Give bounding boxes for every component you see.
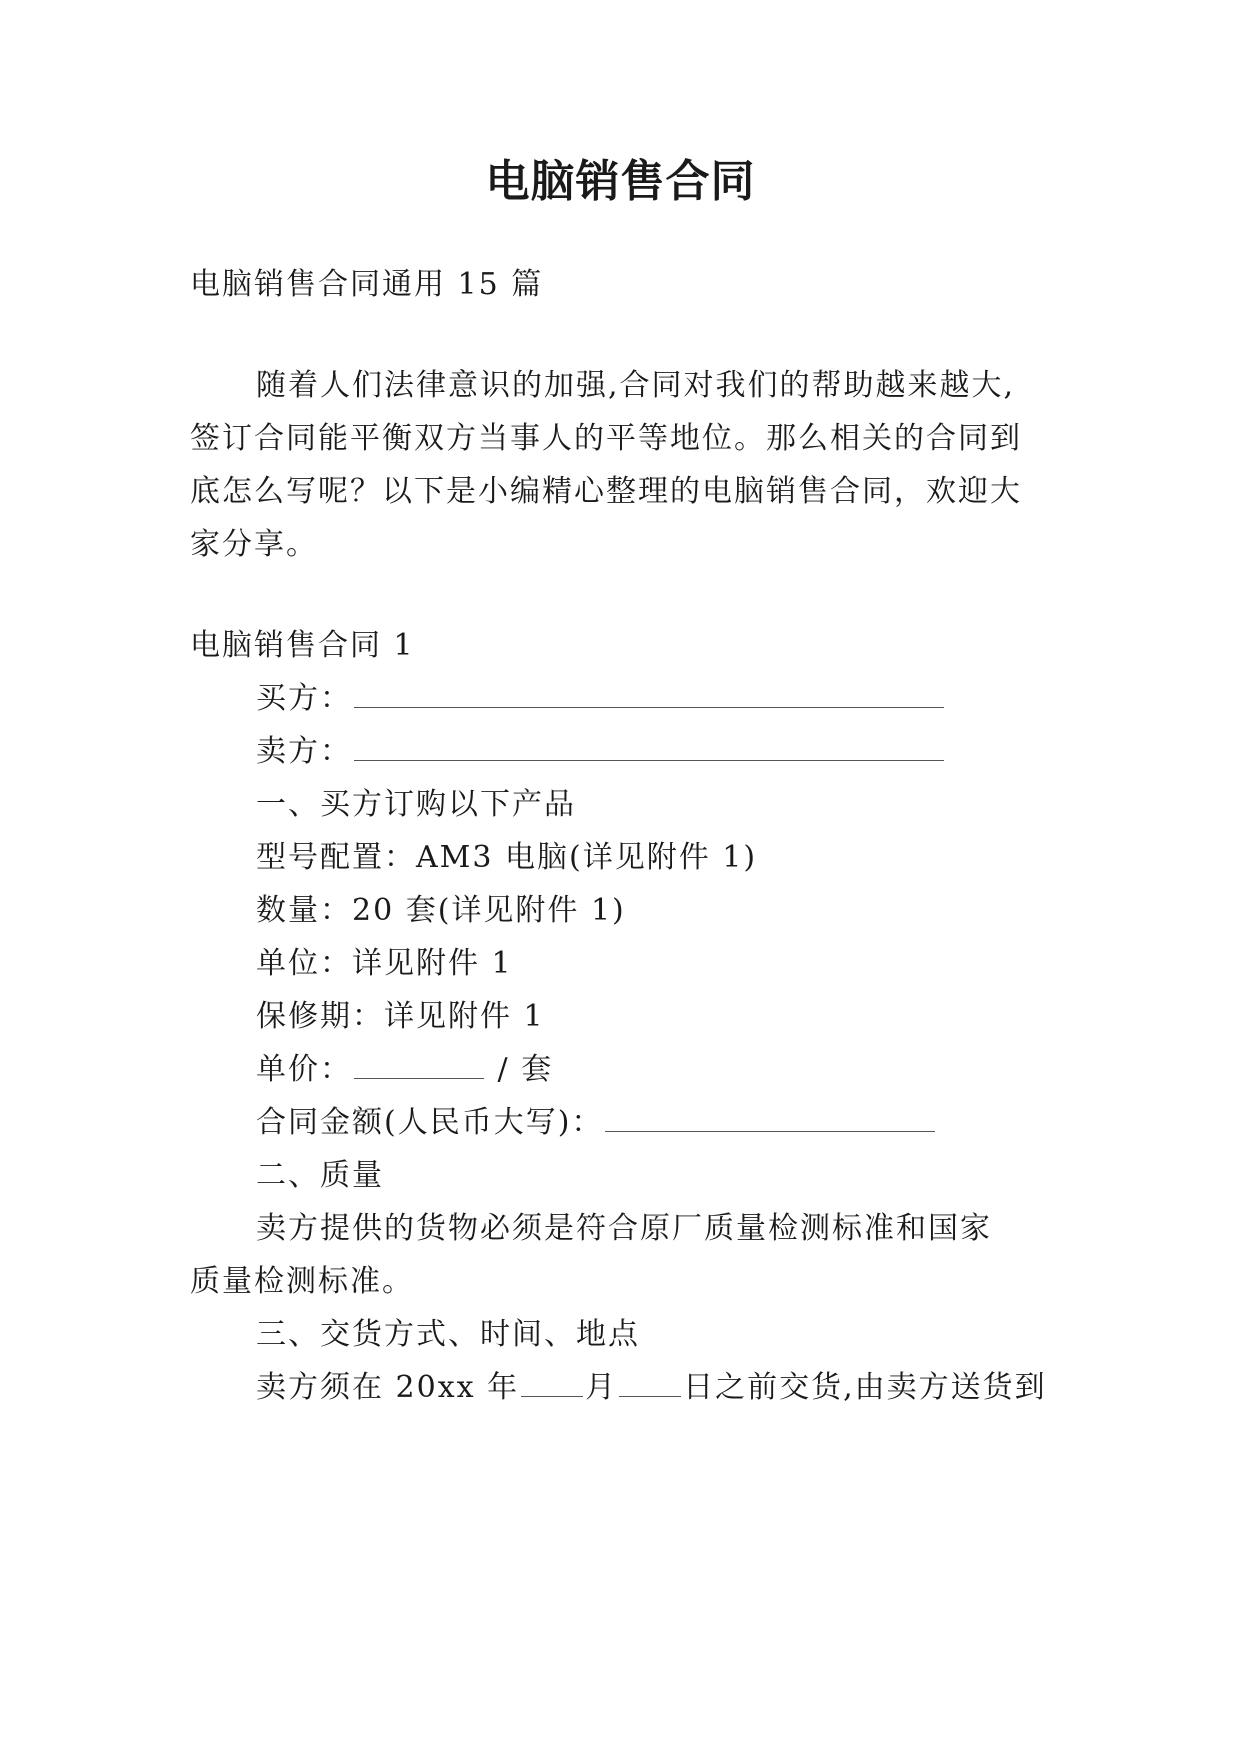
model-line: 型号配置：AM3 电脑(详见附件 1)	[256, 840, 758, 875]
intro-line-3: 底怎么写呢？以下是小编精心整理的电脑销售合同，欢迎大	[190, 474, 1022, 509]
unit-price-line	[256, 1050, 553, 1090]
buyer-label: 买方：	[256, 681, 352, 716]
clause-2-heading: 二、质量	[256, 1158, 384, 1193]
delivery-suffix: 日之前交货,由卖方送货到	[683, 1370, 1047, 1405]
clause-3-heading: 三、交货方式、时间、地点	[256, 1317, 640, 1352]
intro-line-4: 家分享。	[190, 527, 318, 562]
seller-line	[256, 732, 946, 772]
seller-label: 卖方：	[256, 734, 352, 769]
unit-price-label: 单价：	[256, 1052, 352, 1087]
quantity-line: 数量：20 套(详见附件 1)	[256, 893, 626, 928]
document-title: 电脑销售合同	[485, 156, 756, 207]
delivery-prefix: 卖方须在 20xx 年	[256, 1370, 520, 1405]
intro-line-1: 随着人们法律意识的加强,合同对我们的帮助越来越大,	[256, 368, 1016, 403]
delivery-day-blank	[619, 1370, 681, 1397]
section-heading: 电脑销售合同 1	[190, 628, 415, 663]
delivery-month: 月	[585, 1370, 618, 1405]
clause-1-heading: 一、买方订购以下产品	[256, 787, 576, 822]
seller-blank	[354, 734, 944, 761]
delivery-line	[256, 1368, 1047, 1408]
contract-amount-blank	[605, 1105, 935, 1132]
unit-price-suffix: / 套	[497, 1052, 554, 1087]
quality-line-2: 质量检测标准。	[190, 1264, 414, 1299]
intro-line-2: 签订合同能平衡双方当事人的平等地位。那么相关的合同到	[190, 421, 1022, 456]
contract-amount-line	[256, 1103, 937, 1143]
quality-line-1: 卖方提供的货物必须是符合原厂质量检测标准和国家	[256, 1211, 992, 1246]
unit-price-blank	[354, 1052, 484, 1079]
contract-amount-label: 合同金额(人民币大写)：	[256, 1105, 604, 1140]
unit-line: 单位：详见附件 1	[256, 946, 513, 981]
buyer-line	[256, 679, 946, 719]
document-subtitle: 电脑销售合同通用 15 篇	[190, 267, 544, 302]
delivery-month-blank	[521, 1370, 583, 1397]
warranty-line: 保修期：详见附件 1	[256, 999, 545, 1034]
buyer-blank	[354, 681, 944, 708]
